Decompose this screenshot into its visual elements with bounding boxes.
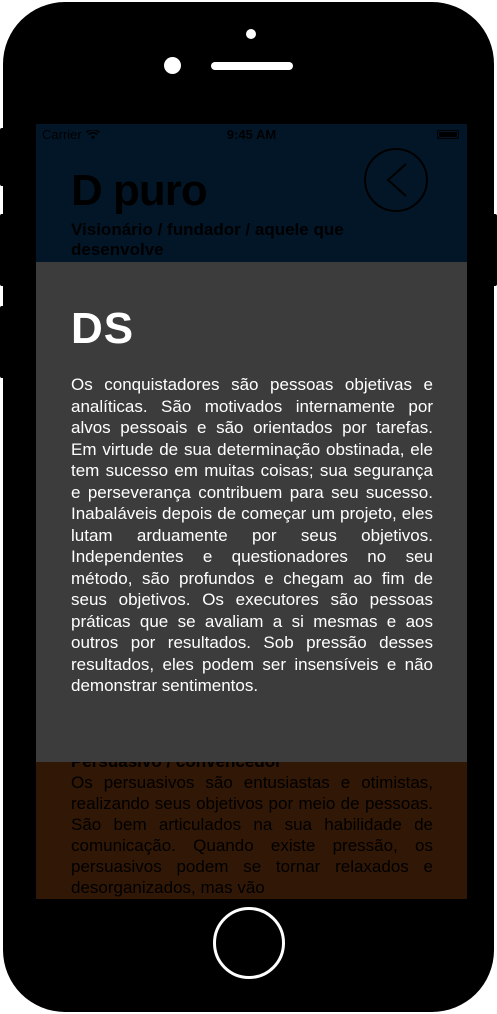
power-button [491, 214, 497, 286]
volume-down-button [0, 306, 6, 378]
proximity-sensor [164, 57, 181, 74]
earpiece-speaker [211, 62, 293, 70]
phone-frame [3, 2, 494, 1012]
home-button[interactable] [213, 907, 285, 979]
app-screen [36, 124, 467, 899]
modal-body: Os conquistadores são pessoas objetivas e analíticas. São motivados internamente por alvos pessoais e são orientados por tarefas. Em virtude de sua determinação obstinada, ele tem sucesso em muitas coisas; sua segurança e perseverança contribuem para seu sucesso. Inabaláveis depois de começar um projeto, eles lutam arduamente por seus objetivos. Independentes e questionadores no seu método, são profundos e chegam ao fim de seus objetivos. Os executores são pessoas práticas que se avaliam a si mesmas e aos outros por resultados. Sob pressão desses resultados, eles podem ser insensíveis e não demonstrar sentimentos. [71, 375, 433, 695]
volume-up-button [0, 214, 6, 286]
modal-title: DS [71, 304, 135, 353]
mute-switch [0, 128, 6, 186]
profile-modal[interactable] [36, 262, 467, 762]
front-camera [246, 29, 256, 39]
